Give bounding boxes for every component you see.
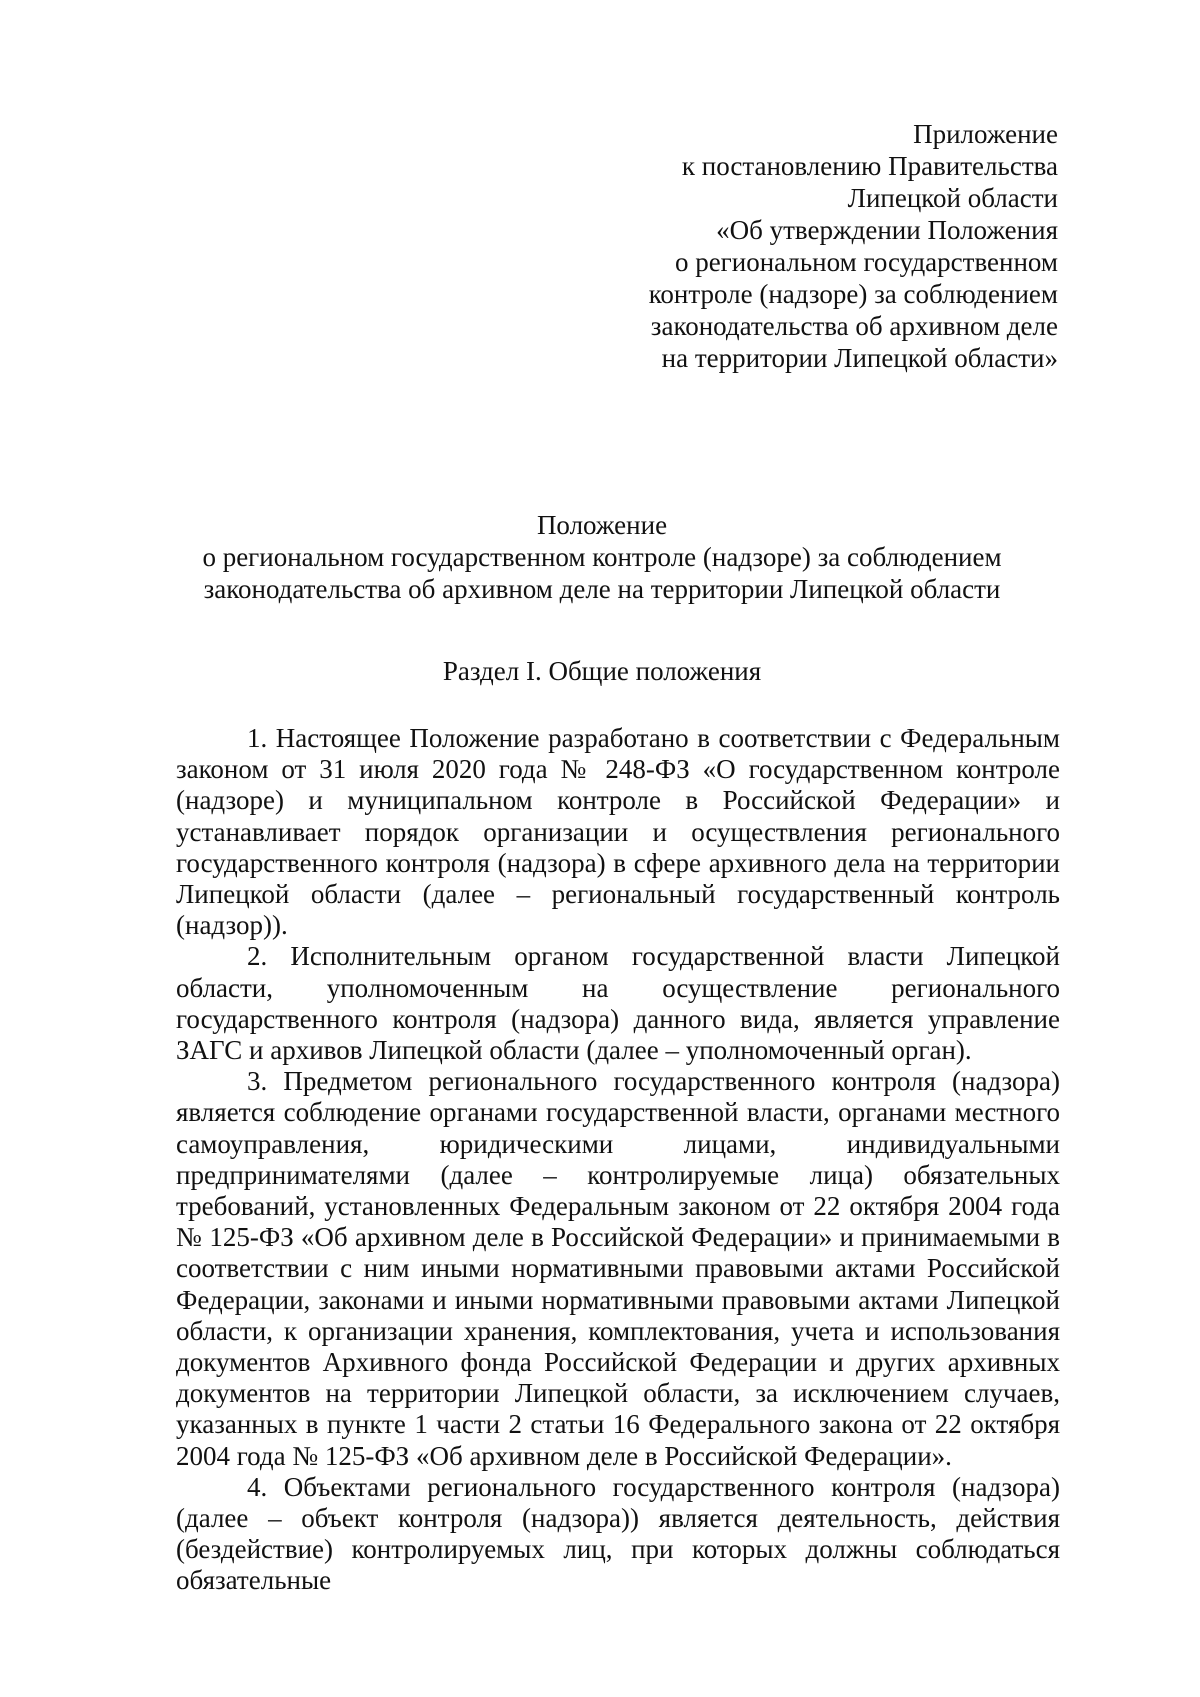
annex-line: законодательства об архивном деле bbox=[650, 311, 1058, 341]
annex-line: «Об утверждении Положения bbox=[716, 215, 1058, 245]
annex-line: на территории Липецкой области» bbox=[661, 343, 1058, 373]
section-heading: Раздел I. Общие положения bbox=[442, 656, 762, 686]
annex-line: к постановлению Правительства bbox=[681, 151, 1058, 181]
document-title bbox=[170, 509, 1034, 605]
title-line: Положение bbox=[536, 510, 668, 540]
annex-block bbox=[498, 118, 1058, 374]
annex-line: Липецкой области bbox=[847, 183, 1058, 213]
annex-line: о региональном государственном bbox=[674, 247, 1058, 277]
title-line: о региональном государственном контроле (надзоре) за соблюдением bbox=[202, 542, 1002, 572]
paragraph: 4. Объектами регионального государственного контроля (надзора) (далее – объект контроля (надзора)) является деятельность, действия (бездействие) контролируемых лиц, при которых должны соблюдаться обязательные bbox=[176, 1471, 1060, 1596]
title-line: законодательства об архивном деле на территории Липецкой области bbox=[203, 574, 1001, 604]
annex-line: контроле (надзоре) за соблюдением bbox=[648, 279, 1058, 309]
paragraph: 2. Исполнительным органом государственной власти Липецкой области, уполномоченным на осуществление регионального государственного контроля (надзора) данного вида, является управление ЗАГС и архивов Липецкой области (далее – уполномоченный орган). bbox=[176, 941, 1060, 1066]
paragraph: 1. Настоящее Положение разработано в соответствии с Федеральным законом от 31 июля 2020 года № 248-ФЗ «О государственном контроле (надзоре) и муниципальном контроле в Российской Федерации» и устанавливает порядок организации и осуществления регионального государственного контроля (надзора) в сфере архивного дела на территории Липецкой области (далее – региональный государственный контроль (надзор)). bbox=[176, 723, 1060, 941]
paragraph: 3. Предметом регионального государственного контроля (надзора) является соблюдение органами государственной власти, органами местного самоуправления, юридическими лицами, индивидуальными предпринимателями (далее – контролируемые лица) обязательных требований, установленных Федеральным законом от 22 октября 2004 года № 125-ФЗ «Об архивном деле в Российской Федерации» и принимаемыми в соответствии с ним иными нормативными правовыми актами Российской Федерации, законами и иными нормативными правовыми актами Липецкой области, к организации хранения, комплектования, учета и использования документов Архивного фонда Российской Федерации и других архивных документов на территории Липецкой области, за исключением случаев, указанных в пункте 1 части 2 статьи 16 Федерального закона от 22 октября 2004 года № 125-ФЗ «Об архивном деле в Российской Федерации». bbox=[176, 1066, 1060, 1471]
annex-line: Приложение bbox=[913, 119, 1058, 149]
document-body bbox=[176, 723, 1060, 1597]
